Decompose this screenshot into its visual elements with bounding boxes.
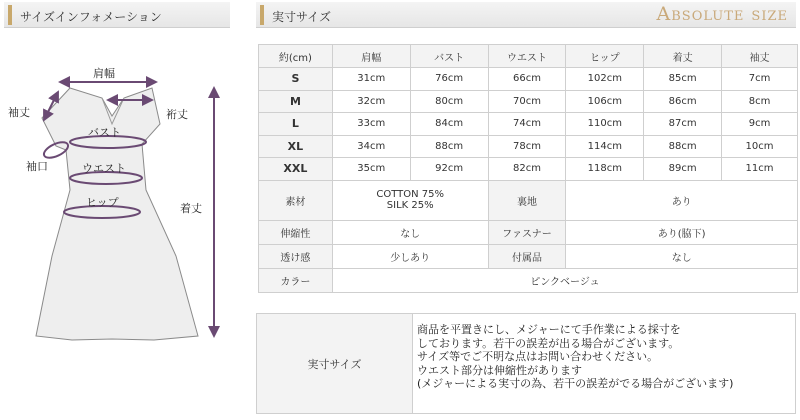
measurement-cell: 84cm: [410, 113, 488, 136]
length-label: 着丈: [180, 202, 202, 215]
measurement-cell: 86cm: [644, 90, 722, 113]
cuff-label: 袖口: [26, 160, 48, 173]
stretch-label: 伸縮性: [259, 220, 333, 244]
bust-label: バスト: [88, 126, 121, 139]
actual-size-header: [256, 2, 796, 28]
yuki-label: 裄丈: [166, 108, 188, 121]
dress-measurement-diagram: [0, 34, 250, 420]
note-line: サイズ等でご不明な点はお問い合わせください。: [417, 350, 659, 364]
details-table-body: [259, 180, 798, 292]
column-header: 袖丈: [722, 45, 798, 68]
measurement-cell: 9cm: [722, 113, 798, 136]
note-label: 実寸サイズ: [257, 314, 413, 413]
waist-label: ウエスト: [82, 162, 126, 175]
table-row: [259, 68, 798, 91]
note-text: [417, 323, 793, 391]
material-value: COTTON 75% SILK 25%: [332, 180, 488, 220]
measurement-cell: 85cm: [644, 68, 722, 91]
size-name-cell: L: [259, 113, 333, 136]
measurement-cell: 89cm: [644, 158, 722, 181]
measurement-cell: 76cm: [410, 68, 488, 91]
column-header: バスト: [410, 45, 488, 68]
measurement-cell: 114cm: [566, 135, 644, 158]
measurement-cell: 10cm: [722, 135, 798, 158]
size-name-cell: XL: [259, 135, 333, 158]
actual-size-title: 実寸サイズ: [272, 10, 332, 24]
size-name-cell: S: [259, 68, 333, 91]
column-header: 着丈: [644, 45, 722, 68]
sheer-value: 少しあり: [332, 244, 488, 268]
note-line: ウエスト部分は伸縮性があります: [417, 363, 582, 377]
measurement-cell: 102cm: [566, 68, 644, 91]
measurement-cell: 33cm: [332, 113, 410, 136]
absolute-size-subtitle: Absolute size: [656, 3, 788, 25]
note-line: しております。若干の誤差が出る場合がございます。: [417, 336, 680, 350]
measurement-cell: 31cm: [332, 68, 410, 91]
table-row: [259, 113, 798, 136]
measurement-cell: 106cm: [566, 90, 644, 113]
measurement-cell: 70cm: [488, 90, 566, 113]
table-row: [259, 158, 798, 181]
stretch-value: なし: [332, 220, 488, 244]
table-row: [259, 268, 798, 292]
measurement-note: [256, 313, 796, 414]
measurement-cell: 110cm: [566, 113, 644, 136]
color-label: カラー: [259, 268, 333, 292]
lining-value: あり: [566, 180, 798, 220]
measurement-cell: 66cm: [488, 68, 566, 91]
measurement-cell: 32cm: [332, 90, 410, 113]
column-header: 約(cm): [259, 45, 333, 68]
measurement-cell: 8cm: [722, 90, 798, 113]
accessory-value: なし: [566, 244, 798, 268]
column-header: ヒップ: [566, 45, 644, 68]
measurement-cell: 88cm: [410, 135, 488, 158]
accessory-label: 付属品: [488, 244, 566, 268]
shoulder-label: 肩幅: [93, 67, 115, 80]
size-table: [258, 44, 798, 293]
note-line: 商品を平置きにし、メジャーにて手作業による採寸を: [417, 323, 681, 336]
measurement-cell: 78cm: [488, 135, 566, 158]
measurement-cell: 34cm: [332, 135, 410, 158]
note-line: (メジャーによる実寸の為、若干の誤差がでる場合がございます): [417, 377, 734, 391]
size-table-body: [259, 45, 798, 181]
measurement-cell: 74cm: [488, 113, 566, 136]
column-header: ウエスト: [488, 45, 566, 68]
measurement-cell: 7cm: [722, 68, 798, 91]
color-value: ピンクベージュ: [332, 268, 797, 292]
lining-label: 裏地: [488, 180, 566, 220]
table-row: [259, 135, 798, 158]
size-info-title: サイズインフォメーション: [20, 10, 162, 24]
table-header-row: [259, 45, 798, 68]
size-info-header: [4, 2, 230, 28]
table-row: [259, 220, 798, 244]
measurement-cell: 11cm: [722, 158, 798, 181]
fastener-label: ファスナー: [488, 220, 566, 244]
measurement-cell: 82cm: [488, 158, 566, 181]
dress-illustration: [0, 34, 250, 420]
size-name-cell: XXL: [259, 158, 333, 181]
measurement-cell: 88cm: [644, 135, 722, 158]
column-header: 肩幅: [332, 45, 410, 68]
hip-label: ヒップ: [86, 196, 119, 209]
measurement-cell: 87cm: [644, 113, 722, 136]
header-accent-bar: [8, 5, 12, 25]
measurement-cell: 92cm: [410, 158, 488, 181]
table-row: [259, 180, 798, 220]
header-accent-bar: [260, 5, 264, 25]
fastener-value: あり(脇下): [566, 220, 798, 244]
measurement-cell: 35cm: [332, 158, 410, 181]
measurement-cell: 80cm: [410, 90, 488, 113]
table-row: [259, 90, 798, 113]
size-name-cell: M: [259, 90, 333, 113]
measurement-cell: 118cm: [566, 158, 644, 181]
sheer-label: 透け感: [259, 244, 333, 268]
table-row: [259, 244, 798, 268]
sleeve-length-label: 袖丈: [8, 106, 30, 119]
material-label: 素材: [259, 180, 333, 220]
